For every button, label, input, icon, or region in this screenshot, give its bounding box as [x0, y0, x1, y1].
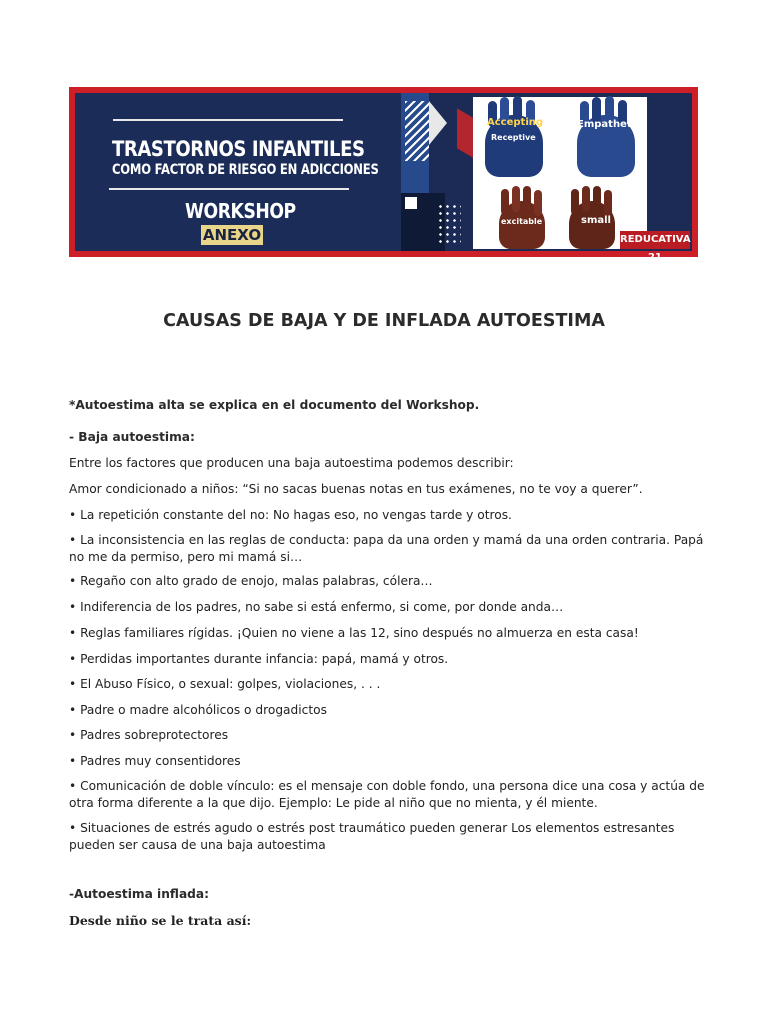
decor-arrow [429, 101, 447, 145]
banner-inner [75, 93, 692, 263]
note-text: *Autoestima alta se explica en el documento del Workshop. [69, 398, 480, 412]
banner-anexo-badge: ANEXO [202, 226, 262, 244]
hand-word-excitable: excitable [501, 217, 543, 226]
list-item: • Regaño con alto grado de enojo, malas palabras, cólera… [69, 574, 433, 588]
list-item: • Comunicación de doble vínculo: es el mensaje con doble fondo, una persona dice una cosa y actúa de otra forma diferente a la que dijo. Ejemplo: Le pide al niño que no mienta, y él miente. [69, 779, 705, 810]
hand-word-empathetic: Empathetic [577, 119, 641, 130]
section-title-baja: - Baja autoestima: [69, 430, 195, 444]
section-subtitle-inflada: Desde niño se le trata así: [69, 913, 252, 928]
hand-word-small: small [581, 215, 611, 226]
decor-stripes [405, 101, 429, 161]
banner-divider-top [113, 119, 343, 121]
list-item: • El Abuso Físico, o sexual: golpes, violaciones, . . . [69, 677, 381, 691]
banner-subtitle: COMO FACTOR DE RIESGO EN ADICCIONES [112, 162, 379, 178]
document-heading: CAUSAS DE BAJA Y DE INFLADA AUTOESTIMA [163, 311, 605, 331]
list-item: • Indiferencia de los padres, no sabe si está enfermo, si come, por donde anda… [69, 600, 564, 614]
decor-white-square [405, 197, 417, 209]
hand-brown-left [499, 201, 545, 249]
hand-blue-left [485, 115, 543, 177]
amor-paragraph: Amor condicionado a niños: “Si no sacas buenas notas en tus exámenes, no te voy a querer”. [69, 482, 643, 496]
list-item: • Situaciones de estrés agudo o estrés post traumático pueden generar Los elementos estresantes pueden ser causa de una baja autoestima [69, 821, 675, 852]
list-item: • La inconsistencia en las reglas de conducta: papa da una orden y mamá da una orden contraria. Papá no me da permiso, pero mi mamá si… [69, 533, 704, 564]
list-item: • Perdidas importantes durante infancia: papá, mamá y otros. [69, 652, 449, 666]
header-banner-image [69, 87, 698, 263]
list-item: • La repetición constante del no: No hagas eso, no vengas tarde y otros. [69, 508, 512, 522]
section-title-inflada: -Autoestima inflada: [69, 887, 209, 901]
decor-red-shape [457, 108, 473, 157]
banner-workshop-label: WORKSHOP [185, 199, 296, 223]
decor-dots [437, 203, 461, 243]
reducativa-logo: REDUCATIVA 21 [620, 231, 690, 249]
hand-word-receptive: Receptive [491, 133, 536, 142]
hand-word-accepting: Accepting [487, 117, 544, 128]
list-item: • Reglas familiares rígidas. ¡Quien no viene a las 12, sino después no almuerza en esta casa! [69, 626, 639, 640]
list-item: • Padres muy consentidores [69, 754, 241, 768]
hand-brown-right [569, 201, 615, 249]
list-item: • Padre o madre alcohólicos o drogadictos [69, 703, 327, 717]
list-item: • Padres sobreprotectores [69, 728, 229, 742]
banner-divider [109, 188, 349, 190]
intro-paragraph: Entre los factores que producen una baja autoestima podemos describir: [69, 456, 514, 470]
hands-image [473, 97, 647, 249]
banner-title-panel [75, 93, 401, 251]
banner-title: TRASTORNOS INFANTILES [112, 137, 365, 161]
hand-blue-right [577, 115, 641, 177]
